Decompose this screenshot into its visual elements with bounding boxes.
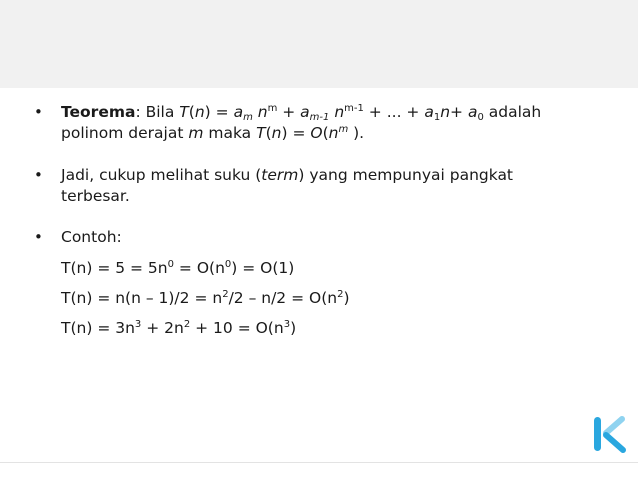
contoh-label: Contoh: <box>61 228 122 246</box>
logo-chevron-upper-icon <box>606 419 622 433</box>
logo-bar-icon <box>594 417 601 451</box>
jadi-line-2: terbesar. <box>61 187 130 205</box>
title-band <box>0 0 638 88</box>
bullet-contoh <box>34 227 594 339</box>
theorem-line-1: Teorema: Bila $T(n) = a_m$ $n^m + a_{m-1}$ $n^{m-1}$ + ... + $a_1n+ a_0$ adalah <box>61 103 542 123</box>
example-2: $T(n) = n(n - 1)/2 = n^2/2 - n/2 = O(n^2)$ <box>61 289 350 307</box>
theorem-line-2: polinom derajat m maka $T(n) = O(n^m$ ). <box>61 124 365 142</box>
bullet-dot: • <box>34 166 43 184</box>
logo-chevron-lower-icon <box>606 435 623 450</box>
slide-content <box>34 102 594 339</box>
example-1: $T(n) = 5 = 5n^0 = O(n^0) = O(1)$ <box>61 259 295 277</box>
bullet-dot: • <box>34 103 43 121</box>
theorem-label: Teorema <box>61 103 136 121</box>
footer-divider <box>0 462 638 463</box>
jadi-line-1: Jadi, cukup melihat suku (term) yang mempunyai pangkat <box>61 166 514 184</box>
k-chevron-logo-icon <box>592 414 628 454</box>
example-3: $T(n) = 3n^3 + 2n^2 + 10 = O(n^3)$ <box>61 319 297 337</box>
bullet-theorem <box>34 102 594 144</box>
examples <box>61 258 594 339</box>
bullet-dot: • <box>34 228 43 246</box>
bullet-jadi <box>34 165 594 207</box>
